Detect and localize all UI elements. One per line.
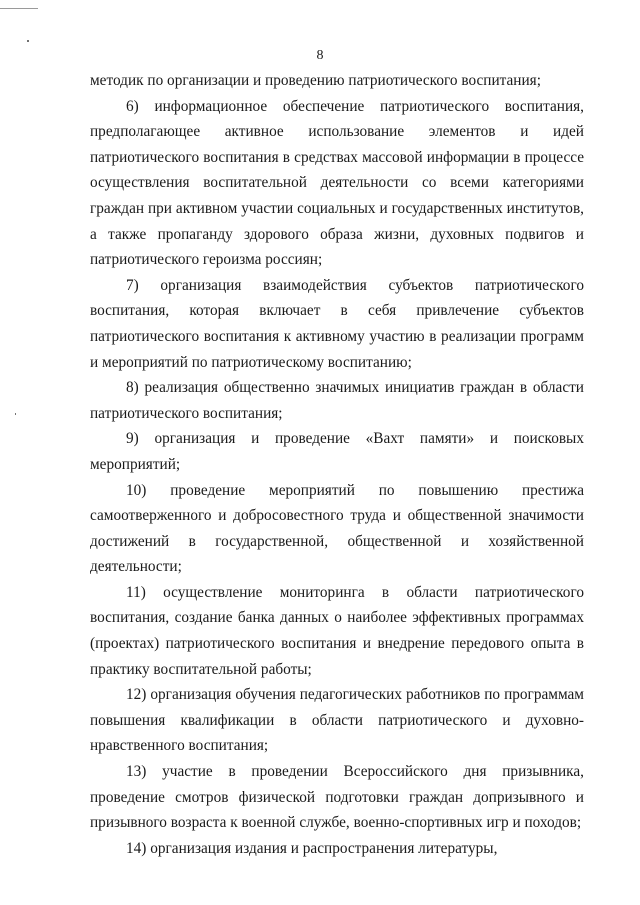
paragraph-item-10: 10) проведение мероприятий по повышению престижа самоотверженного и добросовестного труда и общественной значимости достижений в государственной, общественной и хозяйственной деятельности; [90, 481, 584, 576]
paragraph-item-11: 11) осуществление мониторинга в области патриотического воспитания, создание банка данных о наиболее эффективных программах (проектах) патриотического воспитания и внедрение передового опыта в практику воспитательной работы; [90, 583, 584, 678]
paragraph-item-9: 9) организация и проведение «Вахт памяти» и поисковых мероприятий; [90, 430, 584, 473]
paragraph-item-14: 14) организация издания и распространения литературы, [126, 839, 498, 857]
scan-edge-mark [0, 8, 38, 9]
scan-speck [15, 413, 16, 415]
paragraph-item-13: 13) участие в проведении Всероссийского дня призывника, проведение смотров физической подготовки граждан допризывного и призывного возраста к военной службе, военно-спортивных игр и походов; [90, 763, 584, 832]
document-body [90, 68, 584, 861]
paragraph-item-8: 8) реализация общественно значимых инициатив граждан в области патриотического воспитания; [90, 379, 584, 422]
paragraph-item-12: 12) организация обучения педагогических работников по программам повышения квалификации в области патриотического и духовно-нравственного воспитания; [90, 686, 584, 755]
scan-speck [27, 40, 29, 42]
page-number: 8 [316, 48, 324, 63]
paragraph-item-6: 6) информационное обеспечение патриотического воспитания, предполагающее активное использование элементов и идей патриотического воспитания в средствах массовой информации в процессе осуществления воспитательной деятельности со всеми категориями граждан при активном участии социальных и государственных институтов, а также пропаганду здорового образа жизни, духовных подвигов и патриотического героизма россиян; [90, 97, 584, 269]
paragraph-method-continuation: методик по организации и проведению патриотического воспитания; [90, 72, 541, 89]
paragraph-item-7: 7) организация взаимодействия субъектов патриотического воспитания, которая включает в себя привлечение субъектов патриотического воспитания к активному участию в реализации программ и мероприятий по патриотическому воспитанию; [90, 276, 584, 371]
